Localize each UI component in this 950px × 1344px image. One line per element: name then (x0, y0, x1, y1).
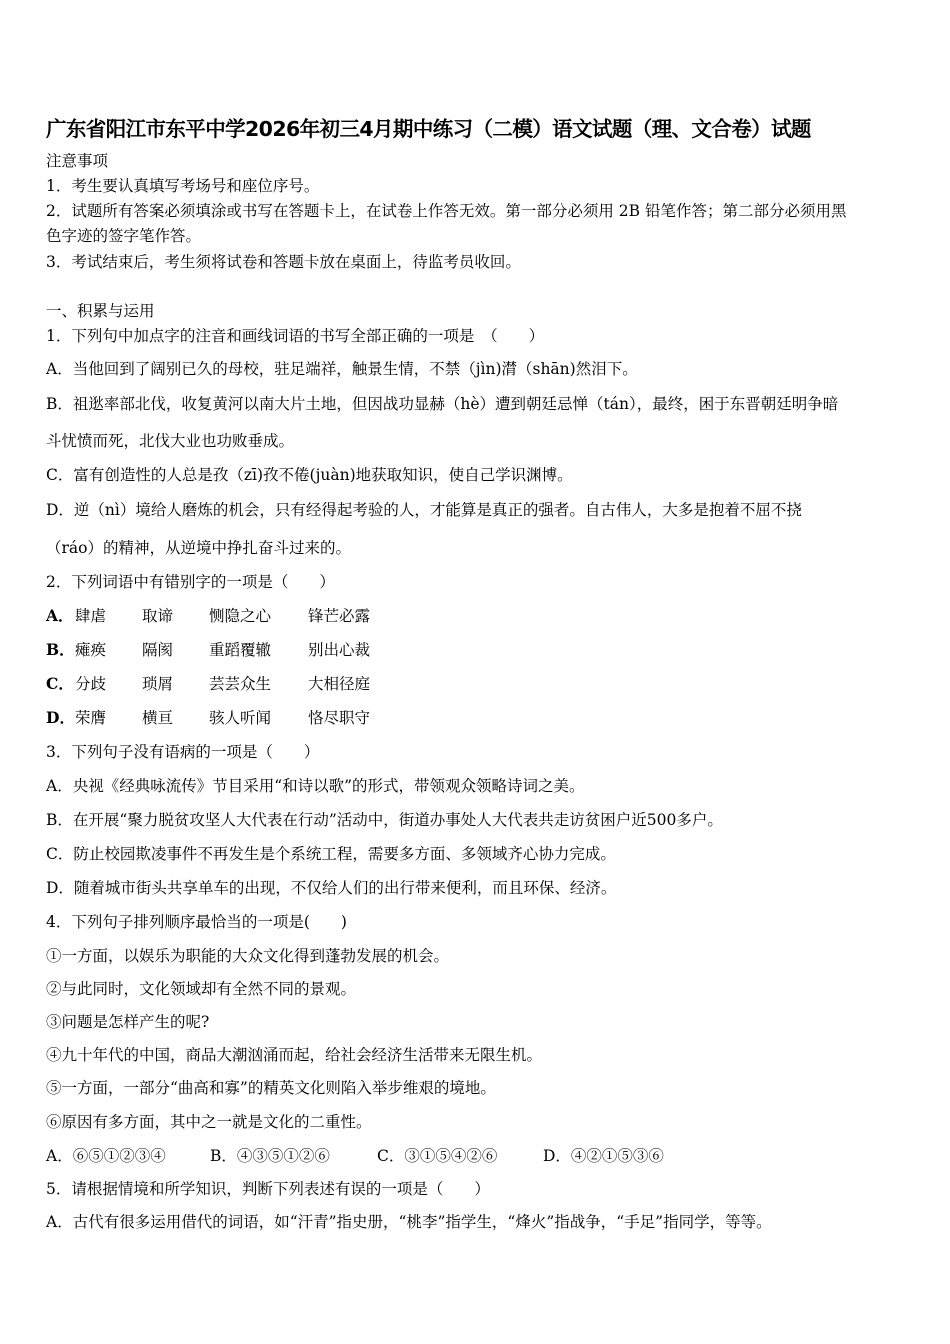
question-3-option-d: D．随着城市街头共享单车的出现，不仅给人们的出行带来便利，而且环保、经济。 (46, 879, 617, 897)
question-1-option-d: D．逆（nì）境给人磨炼的机会，只有经得起考验的人，才能算是真正的强者。自古伟人，大多是抱着不屈不挠 (46, 501, 802, 519)
question-5-stem: 5．请根据情境和所学知识，判断下列表述有误的一项是（ ） (46, 1180, 490, 1198)
question-1-option-c: C．富有创造性的人总是孜（zī)孜不倦(juàn)地获取知识，使自己学识渊博。 (46, 466, 573, 484)
question-2-option-word: 恻隐之心 (209, 607, 272, 625)
question-2-option-word: 芸芸众生 (209, 675, 272, 693)
question-4-stem: 4．下列句子排列顺序最恰当的一项是( ) (46, 913, 347, 931)
question-4-option-a: A．⑥⑤①②③④ (46, 1147, 166, 1165)
question-3-stem: 3．下列句子没有语病的一项是（ ） (46, 743, 320, 761)
question-1-option-a: A．当他回到了阔别已久的母校，驻足端祥，触景生情，不禁（jìn)潸（shān)然泪下。 (46, 360, 638, 378)
question-4-sentence: ②与此同时，文化领域却有全然不同的景观。 (46, 980, 357, 998)
question-1-stem: 1．下列句中加点字的注音和画线词语的书写全部正确的一项是 （ ） (46, 327, 545, 345)
question-2-option-word: 取谛 (142, 607, 174, 625)
question-2-option-word: 锋芒必露 (308, 607, 371, 625)
question-1-option-b-cont: 斗忧愤而死，北伐大业也功败垂成。 (46, 432, 295, 450)
notice-item: 3．考试结束后，考生须将试卷和答题卡放在桌面上，待监考员收回。 (46, 253, 521, 271)
question-3-option-a: A．央视《经典咏流传》节目采用“和诗以歌”的形式，带领观众领略诗词之美。 (46, 777, 585, 795)
question-2-option-word: 瘫痪 (75, 641, 107, 659)
question-2-option-label: A． (46, 606, 74, 625)
question-2-stem: 2．下列词语中有错别字的一项是（ ） (46, 573, 335, 591)
question-4-sentence: ④九十年代的中国，商品大潮汹涌而起，给社会经济生活带来无限生机。 (46, 1046, 543, 1064)
question-4-option-d: D．④②①⑤③⑥ (543, 1147, 664, 1165)
question-2-option-word: 骇人听闻 (209, 709, 272, 727)
question-4-sentence: ⑤一方面，一部分“曲高和寡”的精英文化则陷入举步维艰的境地。 (46, 1079, 496, 1097)
notice-item: 色字迹的签字笔作答。 (46, 227, 202, 245)
question-3-option-c: C．防止校园欺凌事件不再发生是个系统工程，需要多方面、多领域齐心协力完成。 (46, 845, 616, 863)
question-4-sentence: ⑥原因有多方面，其中之一就是文化的二重性。 (46, 1113, 372, 1131)
question-2-option-word: 分歧 (75, 675, 107, 693)
question-2-option-word: 肆虐 (75, 607, 107, 625)
question-2-option-label: D． (46, 708, 75, 727)
question-2-option-word: 大相径庭 (308, 675, 371, 693)
question-1-option-b: B．祖逖率部北伐，收复黄河以南大片土地，但因战功显赫（hè）遭到朝廷忌惮（tán），最终，困于东晋朝廷明争暗 (46, 395, 839, 413)
question-2-option-word: 琐屑 (142, 675, 174, 693)
question-4-option-b: B．④③⑤①②⑥ (210, 1147, 330, 1165)
notice-item: 2．试题所有答案必须填涂或书写在答题卡上，在试卷上作答无效。第一部分必须用 2B 铅笔作答；第二部分必须用黑 (46, 202, 847, 220)
question-2-option-word: 别出心裁 (308, 641, 371, 659)
question-5-option-a: A．古代有很多运用借代的词语，如“汗青”指史册，“桃李”指学生，“烽火”指战争，“手足”指同学，等等。 (46, 1213, 772, 1231)
question-3-option-b: B．在开展“聚力脱贫攻坚人大代表在行动”活动中，街道办事处人大代表共走访贫困户近500多户。 (46, 811, 723, 829)
question-2-option-word: 荣膺 (75, 709, 107, 727)
question-2-option-word: 重蹈覆辙 (209, 641, 272, 659)
question-2-option-word: 隔阂 (142, 641, 174, 659)
notice-heading: 注意事项 (46, 152, 109, 170)
document-title: 广东省阳江市东平中学2026年初三4月期中练习（二模）语文试题（理、文合卷）试题 (46, 117, 811, 141)
section-heading: 一、积累与运用 (46, 302, 155, 320)
question-4-sentence: ③问题是怎样产生的呢? (46, 1013, 210, 1031)
question-2-option-word: 恪尽职守 (308, 709, 371, 727)
notice-item: 1．考生要认真填写考场号和座位序号。 (46, 177, 320, 195)
question-2-option-label: C． (46, 674, 74, 693)
question-2-option-word: 横亘 (142, 709, 174, 727)
question-4-sentence: ①一方面，以娱乐为职能的大众文化得到蓬勃发展的机会。 (46, 947, 450, 965)
question-4-option-c: C．③①⑤④②⑥ (377, 1147, 498, 1165)
question-1-option-d-cont: （ráo）的精神，从逆境中挣扎奋斗过来的。 (46, 539, 351, 557)
question-2-option-label: B． (46, 640, 75, 659)
